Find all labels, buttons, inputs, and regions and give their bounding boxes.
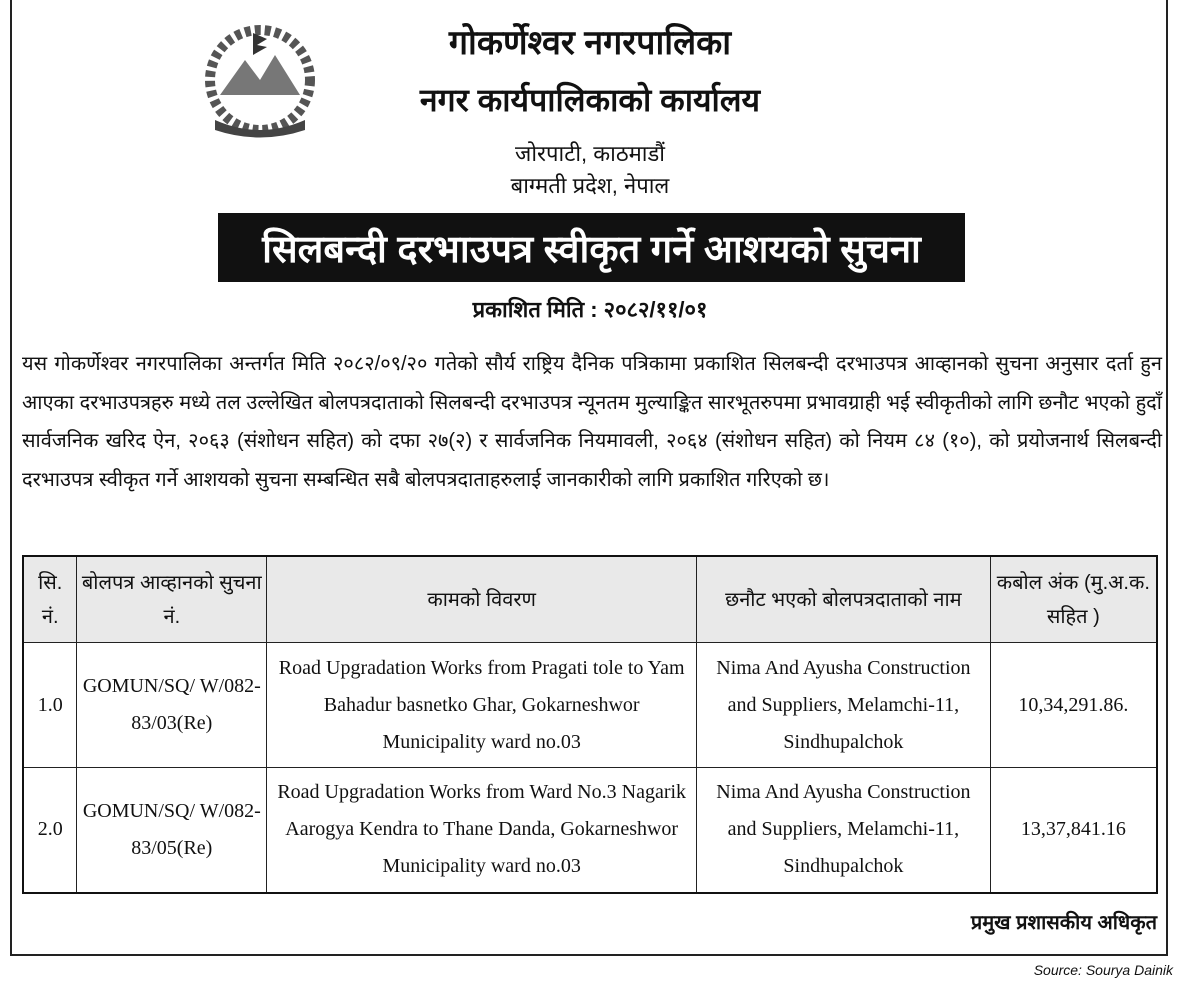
cell-bidder: Nima And Ayusha Construction and Suppliers, Melamchi-11, Sindhupalchok <box>697 768 990 893</box>
cell-sn: 1.0 <box>23 643 77 768</box>
col-amount: कबोल अंक (मु.अ.क. सहित ) <box>990 556 1157 643</box>
nepal-emblem-logo <box>195 25 325 140</box>
table-row <box>23 768 1157 893</box>
cell-amount: 10,34,291.86. <box>990 643 1157 768</box>
cell-bidder: Nima And Ayusha Construction and Suppliers, Melamchi-11, Sindhupalchok <box>697 643 990 768</box>
published-date: प्रकाशित मिति : २०८२/११/०१ <box>472 297 708 322</box>
table-row <box>23 643 1157 768</box>
org-name: गोकर्णेश्वर नगरपालिका <box>448 24 732 62</box>
table-header-row <box>23 556 1157 643</box>
address-line-1: जोरपाटी, काठमाडौं <box>515 141 665 166</box>
col-bidder: छनौट भएको बोलपत्रदाताको नाम <box>697 556 990 643</box>
source-credit: Source: Sourya Dainik <box>1033 962 1173 978</box>
signatory: प्रमुख प्रशासकीय अधिकृत <box>970 912 1157 934</box>
award-table <box>22 555 1158 894</box>
cell-sn: 2.0 <box>23 768 77 893</box>
cell-work: Road Upgradation Works from Ward No.3 Nagarik Aarogya Kendra to Thane Danda, Gokarneshwor Municipality ward no.03 <box>267 768 697 893</box>
col-sn: सि. नं. <box>23 556 77 643</box>
notice-body: यस गोकर्णेश्वर नगरपालिका अन्तर्गत मिति २०८२/०९/२० गतेको सौर्य राष्ट्रिय दैनिक पत्रिकामा प्रकाशित सिलबन्दी दरभाउपत्र आव्हानको सुचना अनुसार दर्ता हुन आएका दरभाउपत्रहरु मध्ये तल उल्लेखित बोलपत्रदाताको सिलबन्दी दरभाउपत्र न्यूनतम मुल्याङ्कित सारभूतरुपमा प्रभावग्राही भई स्वीकृतीको लागि छनौट भएको हुदाँ सार्वजनिक खरिद ऐन, २०६३ (संशोधन सहित) को दफा २७(२) र सार्वजनिक नियमावली, २०६४ (संशोधन सहित) को नियम ८४ (१०), को प्रयोजनार्थ सिलबन्दी दरभाउपत्र स्वीकृत गर्ने आशयको सुचना सम्बन्धित सबै बोलपत्रदाताहरुलाई जानकारीको लागि प्रकाशित गरिएको छ। <box>22 353 1162 491</box>
address-line-2: बाग्मती प्रदेश, नेपाल <box>510 173 670 198</box>
office-name: नगर कार्यपालिकाको कार्यालय <box>419 82 761 118</box>
col-work: कामको विवरण <box>267 556 697 643</box>
col-notice-no: बोलपत्र आव्हानको सुचना नं. <box>77 556 267 643</box>
cell-notice-no: GOMUN/SQ/ W/082-83/03(Re) <box>77 643 267 768</box>
cell-work: Road Upgradation Works from Pragati tole to Yam Bahadur basnetko Ghar, Gokarneshwor Municipality ward no.03 <box>267 643 697 768</box>
cell-amount: 13,37,841.16 <box>990 768 1157 893</box>
notice-title: सिलबन्दी दरभाउपत्र स्वीकृत गर्ने आशयको सुचना <box>218 213 965 282</box>
cell-notice-no: GOMUN/SQ/ W/082-83/05(Re) <box>77 768 267 893</box>
